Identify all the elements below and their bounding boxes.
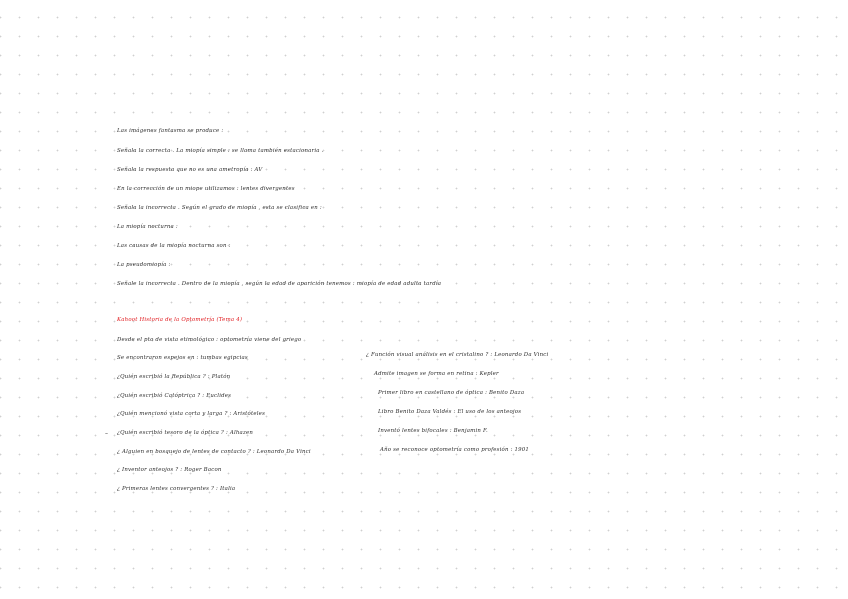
note-line: En la corrección de un miope utilizamos : lentes divergentes (117, 186, 295, 192)
note-line: ¿ Función visual análisis en el cristalino ? : Leonardo Da Vinci (366, 352, 549, 358)
note-line: ¿Quién escribió tesoro de la óptica ? : Alhazen (117, 430, 254, 436)
note-line: Inventó lentes bifocales : Benjamin F. (378, 428, 488, 434)
note-line: ¿ Inventor anteojos ? : Roger Bacon (117, 467, 222, 473)
note-line: Señala la incorrecta . Según el grado de miopía , esta se clasifica en : (117, 205, 322, 211)
note-line: Las causas de la miopía nocturna son : (117, 243, 231, 249)
note-line: Admite imagen se forma en retina : Kepler (374, 371, 499, 377)
note-line: La miopía nocturna : (117, 224, 178, 230)
note-line: ¿Quién mencionó vista corta y larga ? : Aristóteles (117, 411, 266, 417)
note-line: Las imágenes fantasma se produce : (117, 128, 224, 134)
note-line: Desde el pto de vista etimológico : optometría viene del griego (117, 337, 302, 343)
note-line: ¿Quién escribió Catóptrica ? : Euclides (117, 393, 232, 399)
note-line: Señala la correcta . La miopía simple : se llama también estacionaria . (117, 148, 324, 154)
note-line: ¿ Primeras lentes convergentes ? : Italia (117, 486, 236, 492)
note-line: Señala la respuesta que no es una ametropía : AV (117, 167, 263, 173)
note-line: Se encontraron espejos en : tumbas egipcias (117, 355, 248, 361)
note-line: Libro Benito Daza Valdés : El uso de los anteojos (378, 409, 522, 415)
note-line: Año se reconoce optometría como profesión : 1901 (380, 447, 530, 453)
section-heading: Kahoot Historia de la Optometría (Tema 4) (117, 317, 243, 323)
note-line: Señale la incorrecta . Dentro de la miopía , según la edad de aparición tenemos : miopía de edad adulta tardía (117, 281, 442, 287)
note-line: ¿Quién escribió la República ? : Platón (117, 374, 231, 380)
note-line: La pseudomiopía : (117, 262, 171, 268)
note-line: ¿ Alguien en bosquejo de lentes de contacto ? : Leonardo Da Vinci (117, 449, 311, 455)
dash-bullet-icon: – (105, 430, 108, 437)
note-line: Primer libro en castellano de óptica : Benito Daza (378, 390, 525, 396)
